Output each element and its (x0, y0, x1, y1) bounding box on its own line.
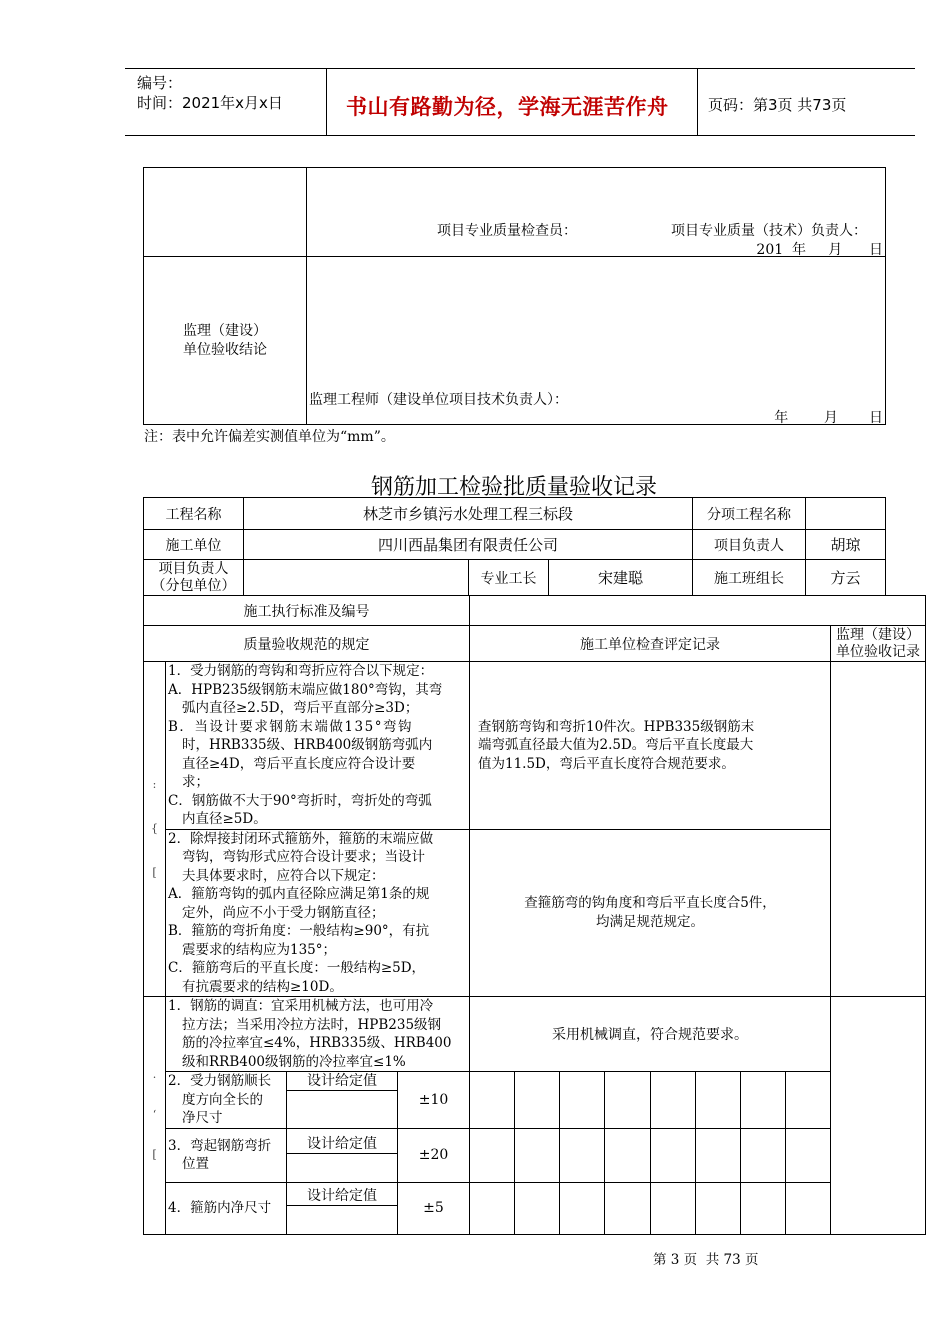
item1-spec-cell (166, 662, 470, 830)
project-name-value: 林芝市乡镇污水处理工程三标段 (244, 498, 693, 530)
item2-line: 定外，尚应不小于受力钢筋直径； (182, 904, 385, 921)
tol-row3-measure-cell (470, 1182, 515, 1234)
tol-row2-label-line: 3．弯起钢筋弯折 (168, 1137, 272, 1154)
item3-result-cell: 采用机械调直，符合规范要求。 (470, 997, 831, 1072)
tol-row2-measure-cell (470, 1128, 515, 1182)
item1-line: 求； (182, 774, 209, 790)
item2-line: B．箍筋的弯折角度：一般结构≥90°，有抗 (168, 923, 430, 939)
main-control-group-cell (144, 662, 166, 997)
inspection-table (143, 595, 926, 1235)
supervision-header-line1: 监理（建设） (836, 626, 920, 643)
item1-line: 内直径≥5D。 (182, 811, 267, 827)
item2-line: 震要求的结构应为135°； (182, 941, 337, 958)
tol-row1-measure-cell (560, 1072, 605, 1129)
item1-result-line: 端弯弧直径最大值为2.5D。弯后平直长度最大 (478, 737, 754, 753)
item2-line: 弯钩，弯钩形式应符合设计要求；当设计 (182, 849, 425, 865)
header-bottom-rule (125, 135, 915, 136)
tol-row1-label-line: 度方向全长的 (182, 1091, 263, 1108)
item1-line: 弧内直径≥2.5D，弯后平直部分≥3D； (182, 700, 419, 716)
header-time-label: 时间：2021年x月x日 (137, 94, 283, 112)
tol-row2-measure-cell (560, 1128, 605, 1182)
supervision-conclusion-label-cell (144, 257, 307, 425)
tol-row3-design-cell (287, 1182, 398, 1234)
tech-lead-label: 项目专业质量（技术）负责人： (671, 223, 867, 239)
item1-result-line: 值为11.5D，弯后平直长度符合规范要求。 (478, 755, 735, 772)
tol-row3-measure-cell (741, 1182, 786, 1234)
supervision-date: 年 月 日 (774, 410, 883, 426)
tol-row2-label-cell (166, 1128, 287, 1182)
item1-line: 时，HRB335级、HRB400级钢筋弯弧内 (182, 737, 433, 753)
spec-header: 质量验收规范的规定 (144, 626, 470, 662)
tol-row3-design-label: 设计给定值 (287, 1183, 397, 1206)
tol-row2-measure-cell (651, 1128, 696, 1182)
sub-pm-value (244, 560, 469, 596)
contractor-value: 四川西晶集团有限责任公司 (244, 530, 693, 560)
item3-line: 筋的冷拉率宜≤4%，HRB335级、HRB400 (182, 1035, 452, 1051)
measurement-note: 注：表中允许偏差实测值单位为“mm”。 (144, 429, 395, 445)
item2-line: 有抗震要求的结构≥10D。 (182, 978, 343, 995)
item1-line: 直径≥4D，弯后平直长度应符合设计要 (182, 755, 416, 772)
item2-result-line: 查箍筋弯的钩角度和弯后平直长度合5件， (524, 895, 776, 912)
contractor-label: 施工单位 (144, 530, 244, 560)
inspector-date: 201 年 月 日 (756, 242, 883, 258)
item1-result-cell (470, 662, 831, 830)
item2-result-cell (470, 829, 831, 997)
header-top-rule (125, 68, 915, 69)
tol-row2-design-cell (287, 1128, 398, 1182)
tol-row2-measure-cell (605, 1128, 651, 1182)
item3-spec-cell (166, 997, 470, 1072)
tol-row2-design-label: 设计给定值 (287, 1129, 397, 1154)
general-group-cell (144, 997, 166, 1235)
standard-value (470, 596, 926, 626)
tol-row1-label-line: 净尺寸 (182, 1110, 223, 1126)
item1-line: 1．受力钢筋的弯钩和弯折应符合以下规定： (168, 663, 434, 679)
main-group-mark-1: : (152, 778, 157, 791)
tol-row1-measure-cell (605, 1072, 651, 1129)
tol-row3-measure-cell (786, 1182, 831, 1234)
tol-row3-measure-cell (560, 1182, 605, 1234)
tol-row3-measure-cell (696, 1182, 741, 1234)
general-group-mark-2: ‘ (152, 1108, 157, 1122)
general-group-mark-1: . (152, 1068, 157, 1082)
supervision-conclusion-line1: 监理（建设） (183, 322, 267, 339)
check-header: 施工单位检查评定记录 (470, 626, 831, 662)
item2-spec-cell (166, 829, 470, 997)
top-left-blank-cell (144, 168, 307, 257)
item1-line: A．HPB235级钢筋末端应做180°弯钩，其弯 (168, 681, 443, 698)
tol-row1-measure-cell (651, 1072, 696, 1129)
tol-row3-label-line: 4．箍筋内净尺寸 (168, 1199, 272, 1216)
inspector-sign-cell (307, 168, 886, 257)
item2-line: C．箍筋弯后的平直长度：一般结构≥5D， (168, 960, 426, 976)
item3-line: 级和RRB400级钢筋的冷拉率宜≤1% (182, 1053, 406, 1070)
tol-row3-measure-cell (605, 1182, 651, 1234)
tol-row1-measure-cell (786, 1072, 831, 1129)
sub-project-label: 分项工程名称 (693, 498, 806, 530)
team-leader-value: 方云 (806, 560, 886, 596)
item1-line: C．钢筋做不大于90°弯折时，弯折处的弯弧 (168, 792, 432, 809)
item1-line: B．当设计要求钢筋末端做135°弯钩 (168, 718, 413, 735)
tol-row2-measure-cell (696, 1128, 741, 1182)
tol-row3-measure-cell (515, 1182, 560, 1234)
project-name-label: 工程名称 (144, 498, 244, 530)
supervision-header-line2: 单位验收记录 (836, 643, 920, 660)
supervision-sign-cell (307, 257, 886, 425)
item2-line: 夫具体要求时，应符合以下规定： (182, 867, 385, 884)
tol-row1-label-cell (166, 1072, 287, 1129)
item2-line: 2．除焊接封闭环式箍筋外，箍筋的末端应做 (168, 830, 434, 847)
inspector-label: 项目专业质量检查员： (437, 223, 577, 239)
main-group-mark-2: { (151, 822, 158, 835)
item1-result-line: 查钢筋弯钩和弯折10件次。HPB335级钢筋末 (478, 718, 755, 735)
tol-row1-measure-cell (741, 1072, 786, 1129)
supervision-conclusion-line2: 单位验收结论 (183, 341, 267, 358)
footer-page-number: 第 3 页 共 73 页 (653, 1252, 759, 1268)
top-sign-table (143, 167, 886, 425)
tol-row2-measure-cell (786, 1128, 831, 1182)
header-motto: 书山有路勤为径，学海无涯苦作舟 (346, 94, 669, 119)
main-group-mark-3: [ (152, 866, 157, 879)
tol-row2-measure-cell (741, 1128, 786, 1182)
tol-row3-label-cell (166, 1182, 287, 1234)
pm-value: 胡琼 (806, 530, 886, 560)
foreman-value: 宋建聪 (549, 560, 693, 596)
item2-line: A．箍筋弯钩的弧内直径除应满足第1条的规 (168, 886, 430, 902)
header-number-label: 编号： (137, 74, 183, 92)
sub-pm-label-line2: （分包单位） (151, 577, 236, 594)
item3-line: 1．钢筋的调直：宜采用机械方法，也可用冷 (168, 998, 434, 1014)
tol-row1-measure-cell (515, 1072, 560, 1129)
sub-pm-label-cell (144, 560, 244, 596)
tol-row1-design-cell (287, 1072, 398, 1129)
header-divider-left (326, 68, 327, 135)
engineer-label: 监理工程师（建设单位项目技术负责人）： (309, 392, 568, 408)
general-group-mark-3: [ (152, 1148, 157, 1162)
record-info-table (143, 497, 886, 596)
main-supervision-cell (831, 662, 926, 997)
sub-pm-label-line1: 项目负责人 (158, 560, 229, 577)
header-page-label: 页码：第3页 共73页 (708, 96, 847, 114)
tol-row2-label-line: 位置 (182, 1156, 209, 1172)
team-leader-label: 施工班组长 (693, 560, 806, 596)
tol-row1-measure-cell (696, 1072, 741, 1129)
item3-line: 拉方法；当采用冷拉方法时，HPB235级钢 (182, 1016, 442, 1033)
tol-row2-measure-cell (515, 1128, 560, 1182)
general-supervision-cell (831, 997, 926, 1235)
tol-row1-design-label: 设计给定值 (287, 1072, 397, 1091)
pm-label: 项目负责人 (693, 530, 806, 560)
foreman-label: 专业工长 (469, 560, 549, 596)
tol-row2-tolerance: ±20 (398, 1128, 470, 1182)
item2-result-line: 均满足规范规定。 (596, 913, 704, 930)
record-title: 钢筋加工检验批质量验收记录 (370, 475, 657, 500)
supervision-header-cell (831, 626, 926, 662)
tol-row3-tolerance: ±5 (398, 1182, 470, 1234)
tol-row1-tolerance: ±10 (398, 1072, 470, 1129)
sub-project-value (806, 498, 886, 530)
tol-row1-measure-cell (470, 1072, 515, 1129)
standard-label: 施工执行标准及编号 (144, 596, 470, 626)
header-divider-right (697, 68, 698, 135)
tol-row1-label-line: 2．受力钢筋顺长 (168, 1073, 272, 1089)
tol-row3-measure-cell (651, 1182, 696, 1234)
